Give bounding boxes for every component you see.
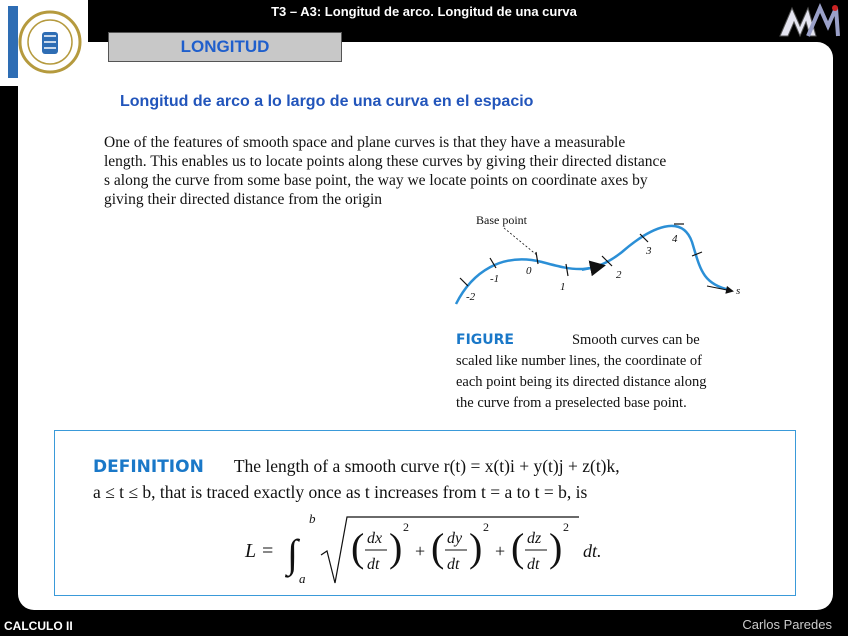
figure-label: FIGURE <box>456 332 514 348</box>
tick-label: 2 <box>616 269 622 281</box>
mm-logo <box>778 2 840 40</box>
intro-paragraph <box>104 133 744 209</box>
intro-line: One of the features of smooth space and plane curves is that they have a measurable <box>104 134 626 151</box>
intro-line: length. This enables us to locate points along these curves by giving their directed distance <box>104 153 667 170</box>
formula-lhs: L = <box>245 540 275 562</box>
definition-label: DEFINITION <box>93 457 204 477</box>
term-dy <box>431 520 489 573</box>
upper-limit: b <box>309 511 316 526</box>
arc-length-formula <box>243 509 613 589</box>
svg-text:2: 2 <box>403 520 409 534</box>
caption-line: scaled like number lines, the coordinate of <box>456 353 703 369</box>
svg-text:dt: dt <box>527 556 540 573</box>
base-point-leader <box>504 228 538 256</box>
footer-course: CALCULO II <box>4 619 73 633</box>
svg-text:+: + <box>495 541 506 561</box>
curve-path <box>456 226 730 304</box>
integral-sign-icon: ∫ <box>287 531 298 576</box>
svg-text:(: ( <box>351 525 365 570</box>
tick-label: 4 <box>672 233 678 245</box>
svg-text:dz: dz <box>527 530 542 547</box>
svg-text:(: ( <box>431 525 445 570</box>
svg-text:dx: dx <box>367 530 383 547</box>
definition-text <box>93 453 773 505</box>
caption-line: Smooth curves can be <box>571 332 700 348</box>
tick-label: -1 <box>490 273 500 285</box>
figure-caption <box>456 330 756 414</box>
university-logo <box>0 0 88 86</box>
svg-text:dt: dt <box>367 556 380 573</box>
term-dz <box>511 520 569 573</box>
svg-text:): ) <box>549 525 563 570</box>
slide-title: T3 – A3: Longitud de arco. Longitud de una curva <box>271 4 577 19</box>
tick-label: 0 <box>526 265 532 277</box>
differential: dt. <box>583 541 602 561</box>
base-point-label: Base point <box>476 213 527 227</box>
svg-text:+: + <box>415 541 426 561</box>
lower-limit: a <box>299 571 306 586</box>
intro-line: giving their directed distance from the origin <box>104 191 383 208</box>
section-tab: LONGITUD <box>108 32 342 62</box>
tick-label: 1 <box>560 281 566 293</box>
caption-line: each point being its directed distance along <box>456 374 707 390</box>
svg-text:dt: dt <box>447 556 460 573</box>
intro-line: s along the curve from some base point, the way we locate points on coordinate axes by <box>104 172 648 189</box>
s-axis-label: s <box>736 285 741 297</box>
svg-text:dy: dy <box>447 530 463 547</box>
svg-text:): ) <box>469 525 483 570</box>
definition-line: a ≤ t ≤ b, that is traced exactly once as t increases from t = a to t = b, is <box>93 482 588 502</box>
svg-text:(: ( <box>511 525 525 570</box>
subtitle: Longitud de arco a lo largo de una curva en el espacio <box>120 93 534 110</box>
term-dx <box>351 520 409 573</box>
tick-label: 3 <box>646 245 652 257</box>
definition-box <box>54 430 796 596</box>
svg-text:2: 2 <box>483 520 489 534</box>
footer-author: Carlos Paredes <box>742 617 832 632</box>
definition-line: The length of a smooth curve r(t) = x(t)i + y(t)j + z(t)k, <box>233 456 620 476</box>
tick-label: -2 <box>466 291 476 303</box>
svg-text:): ) <box>389 525 403 570</box>
curve-figure <box>452 212 752 312</box>
caption-line: the curve from a preselected base point. <box>456 395 687 411</box>
svg-text:2: 2 <box>563 520 569 534</box>
